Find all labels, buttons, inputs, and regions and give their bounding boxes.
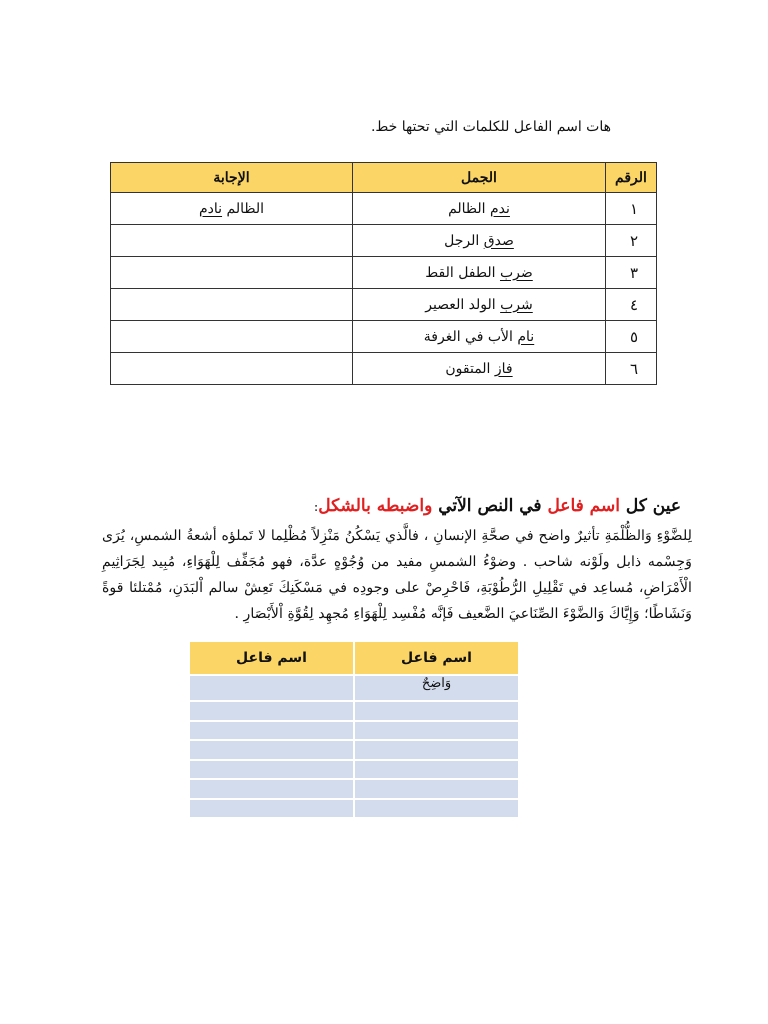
table-row [190,721,518,741]
sentence-cell [353,225,606,257]
row-number: ١ [606,193,657,225]
answer-cell[interactable] [111,193,353,225]
table-row [111,321,657,353]
answer-cell[interactable] [190,740,354,760]
sentence-rest: الطفل القط [425,264,500,281]
instruction-highlight-2: واضبطه بالشكل [318,496,433,516]
table-row [190,740,518,760]
sentence-rest: الظالم [448,200,491,217]
reading-passage: لِلضَّوْءِ وَالظُّلْمَةِ تأثيرٌ واضح في صحَّةِ الإنسانِ ، فالَّذي يَسْكُنُ مَنْزِلاً مُظْلِما لا تَملؤه أشعةُ الشمسِ، يُرَى وَجِسْمه ذابل ولَوْنه شاحب . وضوْءُ الشمسِ مفيد من وُجُوْهٍ عدَّة، فهو مُجَفِّف لِلْهَوَاءِ، مُبِيد لِجَرَاثِيمِ الْأَمْرَاضِ، مُساعِد في تَقْلِيلِ الرُّطُوْبَةِ، فَاحْرِصْ على وجودِه في مَسْكَنِكَ تَعِشْ سالم اْلبَدَنِ، مُمْتلئا قوةً وَنَشَاطًا؛ وَإِيَّاكَ وَالضَّوْءَ الصِّنَاعيَ الضَّعيف فَإنَّه مُفْسِد لِلْهَوَاءِ مُجهِد لِقُوَّةِ اْلأَبْصَارِ . [102,528,692,622]
header-active-participle-2: اسم فاعل [190,642,354,675]
instruction-colon: : [313,500,319,515]
exercise-2-instruction [314,494,681,520]
table-row [111,225,657,257]
answer-cell[interactable]: وَاضِحٌ [354,675,518,701]
instruction-highlight-1: اسم فاعل [547,496,620,516]
answer-cell[interactable] [111,289,353,321]
instruction-text-1: عين كل [619,496,681,516]
table-row [111,193,657,225]
row-number: ٣ [606,257,657,289]
sentence-rest: الرجل [444,232,484,249]
answer-cell[interactable] [354,721,518,741]
answer-underlined: نادم [198,200,223,217]
answer-cell[interactable] [111,321,353,353]
row-number: ٥ [606,321,657,353]
header-number: الرقم [606,163,657,193]
sentence-cell [353,321,606,353]
exercise-1-table [110,162,657,385]
table-row [190,779,518,799]
header-active-participle-1: اسم فاعل [354,642,518,675]
answer-cell[interactable] [190,721,354,741]
answer-cell[interactable] [190,779,354,799]
underlined-verb: نام [517,328,535,345]
answer-cell[interactable] [190,799,354,818]
header-sentences: الجمل [353,163,606,193]
underlined-verb: شرب [500,296,533,313]
exercise-2-header-row [190,642,518,675]
table-row [190,701,518,721]
underlined-verb: فاز [494,360,513,377]
answer-cell[interactable] [190,760,354,780]
answer-cell[interactable] [111,353,353,385]
table-row [111,353,657,385]
table-row [190,799,518,818]
underlined-verb: ندم [490,200,510,217]
underlined-verb: صدق [483,232,514,249]
table-row [111,289,657,321]
answer-cell[interactable] [354,701,518,721]
answer-cell[interactable] [354,760,518,780]
answer-cell[interactable] [354,740,518,760]
sentence-cell [353,289,606,321]
exercise-2-table [190,642,518,817]
answer-cell[interactable] [111,257,353,289]
exercise-1-instruction: هات اسم الفاعل للكلمات التي تحتها خط. [370,119,611,135]
answer-text: الظالم [222,200,265,217]
answer-cell[interactable] [190,675,354,701]
sentence-cell [353,353,606,385]
exercise-1-header-row [111,163,657,193]
instruction-text-2: في النص الآتي [432,496,548,516]
answer-cell[interactable] [190,701,354,721]
table-row [190,760,518,780]
table-row [190,675,518,701]
sentence-cell [353,193,606,225]
sentence-rest: الولد العصير [425,296,501,313]
sentence-cell [353,257,606,289]
row-number: ٦ [606,353,657,385]
underlined-verb: ضرب [499,264,533,281]
sentence-rest: الأب في الغرفة [423,328,518,345]
row-number: ٢ [606,225,657,257]
header-answer: الإجابة [111,163,353,193]
table-row [111,257,657,289]
answer-cell[interactable] [111,225,353,257]
row-number: ٤ [606,289,657,321]
sentence-rest: المتقون [445,360,495,377]
answer-cell[interactable] [354,799,518,818]
answer-cell[interactable] [354,779,518,799]
